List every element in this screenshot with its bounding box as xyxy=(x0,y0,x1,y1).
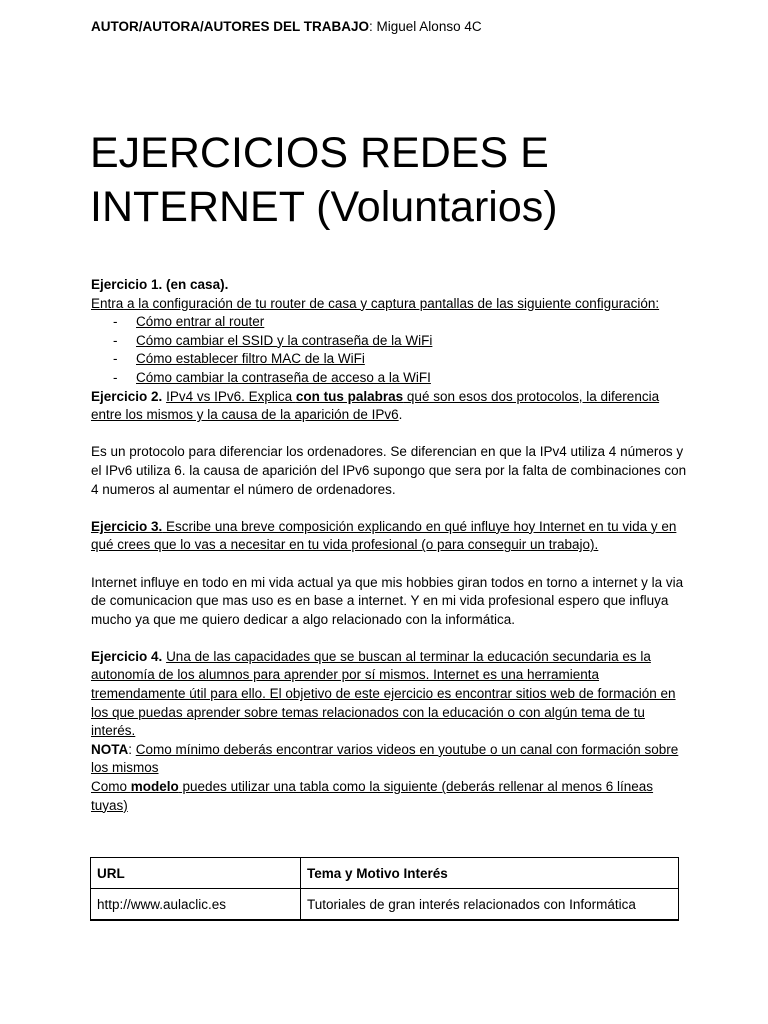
document-body xyxy=(91,276,691,815)
list-item-text: Cómo cambiar la contraseña de acceso a la WiFI xyxy=(136,369,431,385)
exercise-2-question-a: IPv4 vs IPv6. Explica xyxy=(166,388,296,404)
modelo-text-a: Como xyxy=(91,779,131,795)
table-header-row xyxy=(91,858,679,889)
list-bullet: - xyxy=(113,351,118,367)
title-line-1: EJERCICIOS REDES E xyxy=(90,129,549,177)
exercise-1-heading xyxy=(91,276,691,295)
nota-label: NOTA xyxy=(91,741,129,757)
author-label: AUTOR/AUTORA/AUTORES DEL TRABAJO xyxy=(91,19,370,34)
exercise-2-question-bold: con tus palabras xyxy=(295,388,404,404)
table-row xyxy=(91,889,679,921)
exercise-4-question-text: Una de las capacidades que se buscan al terminar la educación secundaria es la autonomía de los alumnos para aprender por sí mismos. Internet es una herramienta tremendamente útil para ello. El objetivo de este ejercicio es encontrar sitios web de formación en los que puedas aprender sobre temas relacionados con la educación o con algún tema de tu interés. xyxy=(91,648,676,739)
model-table xyxy=(90,857,679,921)
page-title xyxy=(90,126,710,234)
modelo-text-b: puedes utilizar una tabla como la siguiente (deberás rellenar al menos 6 líneas tuyas) xyxy=(91,779,654,813)
table-header-url: URL xyxy=(91,858,301,889)
exercise-3-question-text: Escribe una breve composición explicando en qué influye hoy Internet en tu vida y en qué crees que lo vas a necesitar en tu vida profesional (o para conseguir un trabajo). xyxy=(91,518,677,553)
exercise-1-list xyxy=(91,313,691,387)
exercise-1-intro: Entra a la configuración de tu router de casa y captura pantallas de las siguiente configuración: xyxy=(91,295,660,311)
table-header-topic: Tema y Motivo Interés xyxy=(301,858,679,889)
exercise-4-modelo xyxy=(91,778,691,815)
exercise-3-answer: Internet influye en todo en mi vida actual ya que mis hobbies giran todos en torno a internet y la via de comunicacion que mas uso es en base a internet. Y en mi vida profesional espero que influya mucho ya que me quiero dedicar a algo relacionado con la informática. xyxy=(91,574,684,627)
list-item-text: Cómo establecer filtro MAC de la WiFi xyxy=(136,351,365,367)
exercise-4-label: Ejercicio 4. xyxy=(91,648,163,664)
list-item-text: Cómo entrar al router xyxy=(136,314,265,330)
exercise-2-question xyxy=(91,388,691,425)
list-item xyxy=(91,350,691,369)
exercise-3-question xyxy=(91,518,691,555)
author-line xyxy=(91,19,482,34)
exercise-2-question-b: qué son esos dos protocolos, la diferencia entre los mismos y la causa de la aparición de IPv6 xyxy=(91,388,660,423)
exercise-2-label: Ejercicio 2. xyxy=(91,388,163,404)
nota-separator: : xyxy=(128,741,136,757)
list-item xyxy=(91,332,691,351)
exercise-3-label: Ejercicio 3. xyxy=(91,518,163,534)
table-cell-url: http://www.aulaclic.es xyxy=(91,889,301,921)
nota-text: Como mínimo deberás encontrar varios videos en youtube o un canal con formación sobre los mismos xyxy=(91,741,679,776)
exercise-4-nota xyxy=(91,741,691,778)
list-bullet: - xyxy=(113,332,118,348)
list-item xyxy=(91,313,691,332)
list-item-text: Cómo cambiar el SSID y la contraseña de la WiFi xyxy=(136,332,433,348)
author-value: : Miguel Alonso 4C xyxy=(369,19,482,34)
list-bullet: - xyxy=(113,369,118,385)
list-bullet: - xyxy=(113,314,118,330)
exercise-2-answer: Es un protocolo para diferenciar los ordenadores. Se diferencian en que la IPv4 utiliza 4 números y el IPv6 utiliza 6. la causa de aparición del IPv6 supongo que sera por la falta de combinaciones con 4 numeros al aumentar el número de ordenadores. xyxy=(91,444,687,497)
list-item xyxy=(91,369,691,388)
exercise-2-question-end: . xyxy=(398,407,403,423)
modelo-bold: modelo xyxy=(130,779,179,795)
exercise-4-question xyxy=(91,648,691,741)
exercise-1-label: Ejercicio 1. (en casa). xyxy=(91,277,229,292)
table-cell-topic: Tutoriales de gran interés relacionados con Informática xyxy=(301,889,679,921)
title-line-2: INTERNET (Voluntarios) xyxy=(90,183,558,231)
